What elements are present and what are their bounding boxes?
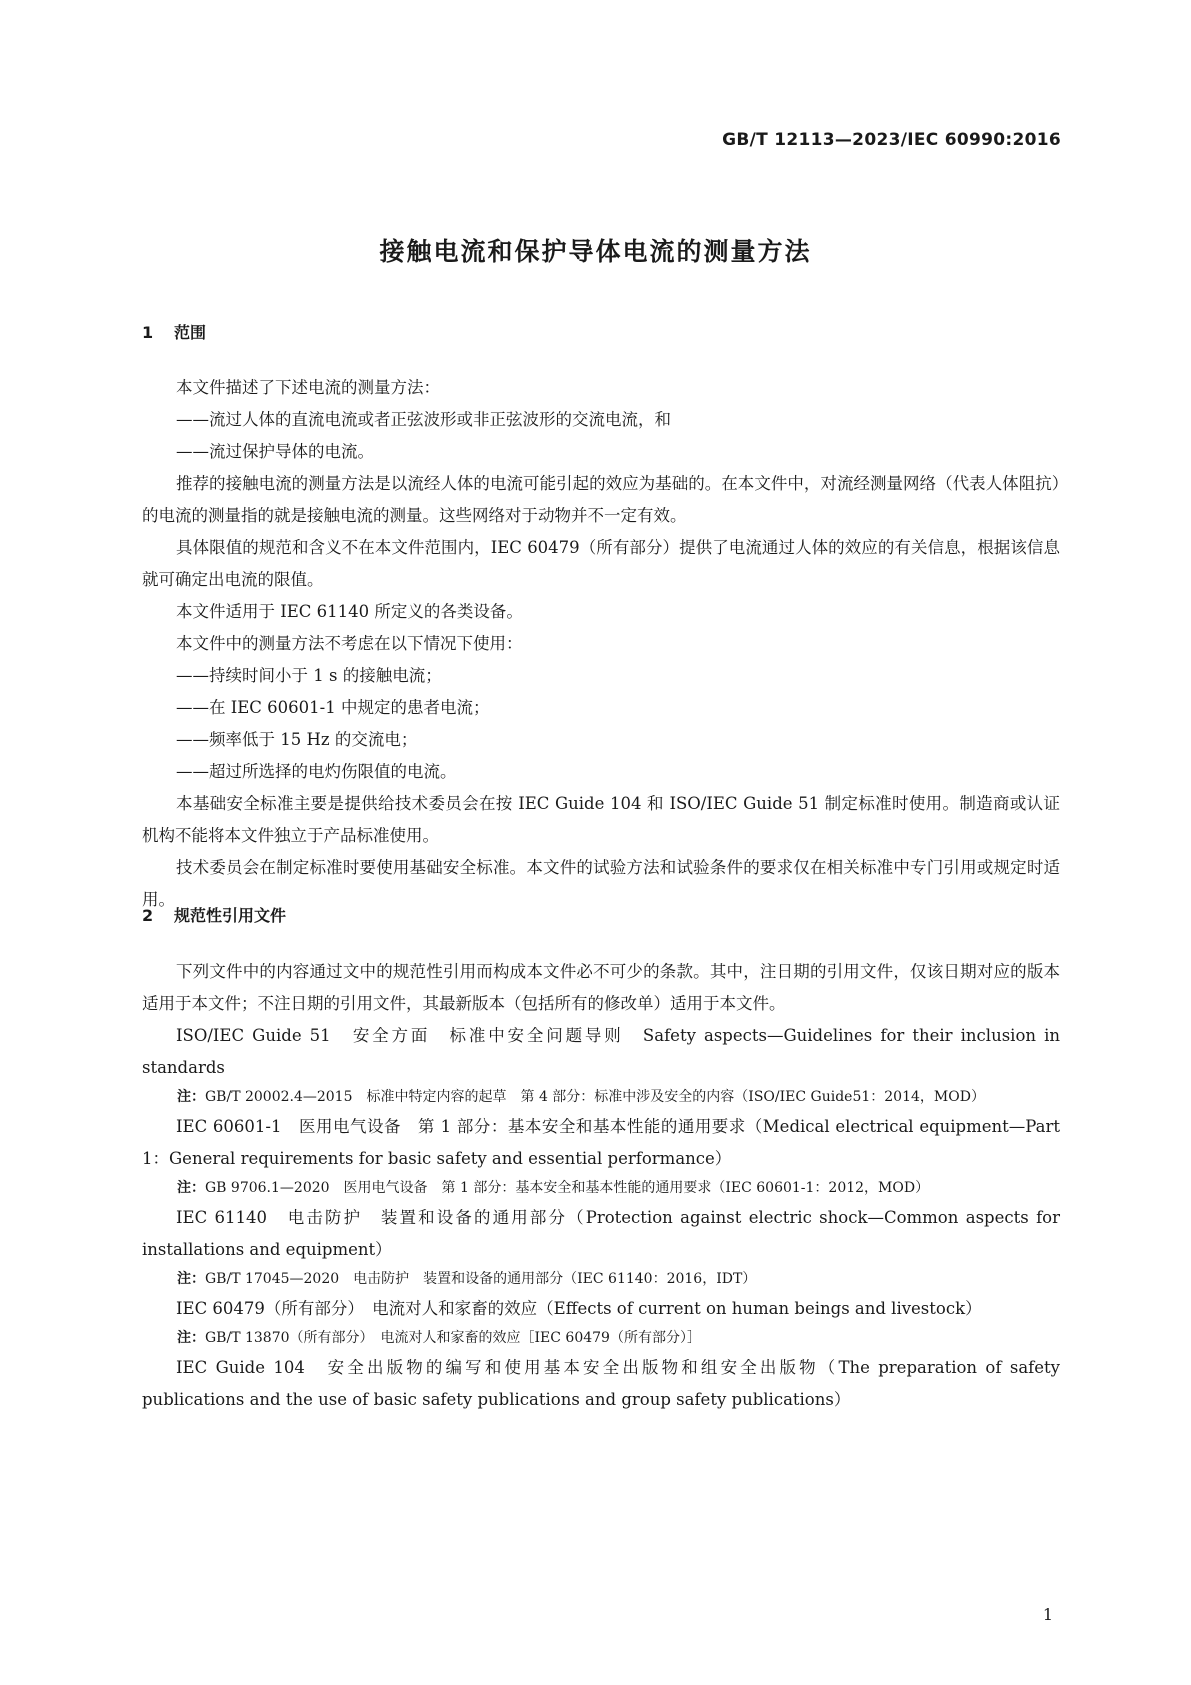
- reference-note: [142, 1084, 1060, 1111]
- standard-id-header: GB/T 12113—2023/IEC 60990:2016: [722, 130, 1061, 150]
- reference-note: [142, 1175, 1060, 1202]
- note-label: 注：: [177, 1089, 205, 1105]
- note-text: GB/T 20002.4—2015 标准中特定内容的起草 第 4 部分：标准中涉及安全的内容（ISO/IEC Guide51：2014，MOD）: [205, 1089, 985, 1105]
- paragraph: 本文件适用于 IEC 61140 所定义的各类设备。: [176, 602, 523, 621]
- reference-note: [142, 1266, 1060, 1293]
- section-2-heading: [142, 903, 286, 926]
- note-label: 注：: [177, 1330, 205, 1346]
- note-label: 注：: [177, 1271, 205, 1287]
- reference-entry: IEC 60601-1 医用电气设备 第 1 部分：基本安全和基本性能的通用要求（Medical electrical equipment—Part 1：General requirements for basic safety and essential performance）: [142, 1117, 1060, 1168]
- list-item: ——流过保护导体的电流。: [176, 442, 374, 461]
- note-label: 注：: [177, 1180, 205, 1196]
- reference-entry: IEC Guide 104 安全出版物的编写和使用基本安全出版物和组安全出版物（The preparation of safety publications and the use of basic safety publications and group safety publications）: [142, 1358, 1060, 1409]
- reference-entry: ISO/IEC Guide 51 安全方面 标准中安全问题导则 Safety aspects—Guidelines for their inclusion in standards: [142, 1026, 1060, 1077]
- list-item: ——持续时间小于 1 s 的接触电流；: [176, 666, 442, 685]
- section-1-body: [142, 372, 1060, 916]
- list-item: ——频率低于 15 Hz 的交流电；: [176, 730, 418, 749]
- paragraph: 技术委员会在制定标准时要使用基础安全标准。本文件的试验方法和试验条件的要求仅在相关标准中专门引用或规定时适用。: [142, 858, 1060, 909]
- paragraph: 具体限值的规范和含义不在本文件范围内，IEC 60479（所有部分）提供了电流通过人体的效应的有关信息，根据该信息就可确定出电流的限值。: [142, 538, 1060, 589]
- reference-note: [142, 1325, 1060, 1352]
- list-item: ——在 IEC 60601-1 中规定的患者电流；: [176, 698, 490, 717]
- note-text: GB/T 17045—2020 电击防护 装置和设备的通用部分（IEC 61140：2016，IDT）: [205, 1271, 757, 1287]
- note-text: GB/T 13870（所有部分） 电流对人和家畜的效应［IEC 60479（所有部分）］: [205, 1330, 701, 1346]
- document-title: 接触电流和保护导体电流的测量方法: [379, 237, 812, 266]
- paragraph: 本文件中的测量方法不考虑在以下情况下使用：: [176, 634, 523, 653]
- paragraph: 推荐的接触电流的测量方法是以流经人体的电流可能引起的效应为基础的。在本文件中，对流经测量网络（代表人体阻抗）的电流的测量指的就是接触电流的测量。这些网络对于动物并不一定有效。: [142, 474, 1060, 525]
- paragraph: 本文件描述了下述电流的测量方法：: [176, 378, 440, 397]
- reference-entry: IEC 61140 电击防护 装置和设备的通用部分（Protection against electric shock—Common aspects for installations and equipment）: [142, 1208, 1060, 1259]
- section-title: 范围: [174, 323, 207, 342]
- list-item: ——超过所选择的电灼伤限值的电流。: [176, 762, 457, 781]
- section-2-body: [142, 956, 1060, 1416]
- section-number: 2: [142, 906, 154, 925]
- paragraph: 下列文件中的内容通过文中的规范性引用而构成本文件必不可少的条款。其中，注日期的引用文件，仅该日期对应的版本适用于本文件；不注日期的引用文件，其最新版本（包括所有的修改单）适用于本文件。: [142, 962, 1060, 1013]
- list-item: ——流过人体的直流电流或者正弦波形或非正弦波形的交流电流，和: [176, 410, 671, 429]
- note-text: GB 9706.1—2020 医用电气设备 第 1 部分：基本安全和基本性能的通用要求（IEC 60601-1：2012，MOD）: [205, 1180, 930, 1196]
- reference-entry: IEC 60479（所有部分） 电流对人和家畜的效应（Effects of current on human beings and livestock）: [176, 1299, 982, 1318]
- section-title: 规范性引用文件: [174, 906, 287, 925]
- section-1-heading: [142, 320, 206, 343]
- page-number: 1: [1042, 1605, 1053, 1624]
- section-number: 1: [142, 323, 154, 342]
- paragraph: 本基础安全标准主要是提供给技术委员会在按 IEC Guide 104 和 ISO/IEC Guide 51 制定标准时使用。制造商或认证机构不能将本文件独立于产品标准使用。: [142, 794, 1060, 845]
